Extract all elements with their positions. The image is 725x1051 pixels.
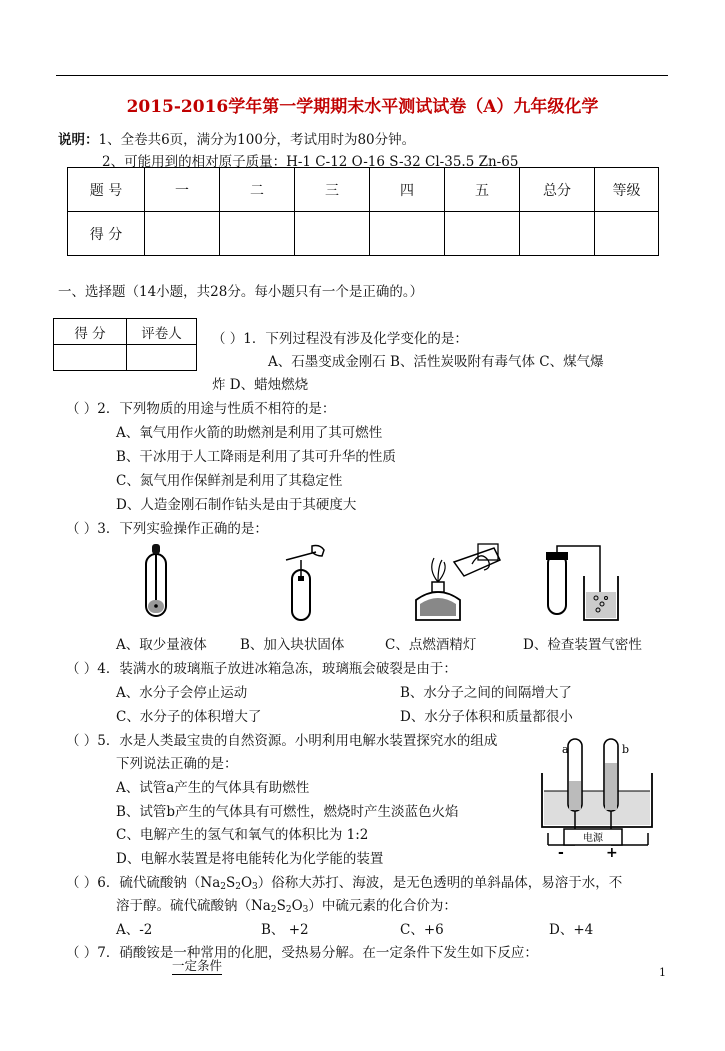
q6-sub: 2 [220,882,226,892]
q6-line2-pre: 溶于醇。硫代硫酸钠（Na [116,898,271,914]
score-table-header: 题 号 [68,168,145,212]
q7-stem: （ ）7．硝酸铵是一种常用的化肥，受热易分解。在一定条件下发生如下反应： [66,945,538,961]
q6-sub: 3 [252,882,258,892]
airtight-check-figure [540,540,622,626]
grader-blank-row [54,345,197,371]
score-cell[interactable] [445,212,520,256]
q3-stem: （ ）3．下列实验操作正确的是： [66,521,268,537]
score-table [67,167,659,256]
q5-option-d: D、电解水装置是将电能转化为化学能的装置 [116,851,384,867]
q5-stem: （ ）5．水是人类最宝贵的自然资源。小明利用电解水装置探究水的组成 [66,733,498,749]
solid-test-tube-figure [282,540,328,626]
page-number: 1 [659,966,666,979]
grader-score-label: 得 分 [54,319,127,345]
q6-sub: 2 [270,905,277,915]
q2-option-b: B、干冰用于人工降雨是利用了其可升华的性质 [116,449,396,465]
q6-option-b: B、 +2 [261,922,309,938]
score-cell[interactable] [595,212,659,256]
q5-option-a: A、试管a产生的气体具有助燃性 [116,780,310,796]
q6-line2 [116,894,457,915]
q3-option-c: C、点燃酒精灯 [385,637,477,653]
q4-option-c: C、水分子的体积增大了 [116,709,262,725]
q6-line2-post: ）中硫元素的化合价为： [308,898,457,914]
q4-stem: （ ）4．装满水的玻璃瓶子放进冰箱急冻，玻璃瓶会破裂是由于： [66,661,457,677]
grader-score-cell[interactable] [54,345,127,371]
exam-title: 2015-2016学年第一学期期末水平测试试卷（A）九年级化学 [126,97,599,117]
q7-condition: 一定条件 [172,958,223,973]
instructions-line1 [58,128,415,148]
negative-terminal-label: - [558,845,564,858]
q4-option-b: B、水分子之间的间隔增大了 [400,685,572,701]
score-table-header: 总分 [520,168,595,212]
q6-o: O [291,898,303,914]
q4-option-d: D、水分子体积和质量都很小 [400,709,573,725]
score-table-header: 二 [220,168,295,212]
q2-stem: （ ）2．下列物质的用途与性质不相符的是： [66,401,336,417]
dropper-test-tube-figure [138,540,174,624]
section1-title: 一、选择题（14小题，共28分。每小题只有一个是正确的。） [58,284,424,300]
q2-option-d: D、人造金刚石制作钻头是由于其硬度大 [116,497,357,513]
q3-option-b: B、加入块状固体 [240,637,345,653]
q2-option-c: C、氮气用作保鲜剂是利用了其稳定性 [116,473,343,489]
q6-option-d: D、+4 [549,922,594,938]
score-cell[interactable] [220,212,295,256]
power-label: 电源 [583,833,603,844]
q6-option-c: C、+6 [400,922,444,938]
q4-option-a: A、水分子会停止运动 [116,685,248,701]
q6-sub: 2 [235,882,241,892]
grader-table [53,318,197,371]
q6-s: S [276,898,286,914]
q3-option-d: D、检查装置气密性 [523,637,642,653]
score-table-header: 三 [295,168,370,212]
q6-sub: 2 [285,905,292,915]
q6-stem [66,871,622,892]
grader-name-cell[interactable] [127,345,197,371]
score-table-header: 五 [445,168,520,212]
score-cell[interactable] [370,212,445,256]
q1-stem: （ ）1．下列过程没有涉及化学变化的是： [212,331,468,347]
q5-option-b: B、试管b产生的气体具有可燃性，燃烧时产生淡蓝色火焰 [116,804,459,820]
positive-terminal-label: + [606,845,618,858]
alcohol-lamp-figure [408,540,504,624]
instructions-text1: 1、全卷共6页，满分为100分，考试用时为80分钟。 [98,132,416,148]
score-table-header-row [68,168,659,212]
q6-option-a: A、-2 [116,922,153,938]
q6-s: S [225,875,236,891]
q6-stem-mid: ）俗称大苏打、海波，是无色透明的单斜晶体，易溶于水，不 [257,875,623,891]
q5-stem2: 下列说法正确的是： [116,756,238,772]
score-cell[interactable] [295,212,370,256]
grader-header-row [54,319,197,345]
score-table-score-row [68,212,659,256]
score-cell[interactable] [145,212,220,256]
q3-option-a: A、取少量液体 [116,637,207,653]
electrolysis-figure [538,733,658,858]
score-table-header: 四 [370,168,445,212]
score-table-header: 一 [145,168,220,212]
q6-o: O [240,875,253,891]
q6-stem-pre: （ ）6．硫代硫酸钠（Na [66,875,221,891]
score-cell[interactable] [520,212,595,256]
q2-option-a: A、氧气用作火箭的助燃剂是利用了其可燃性 [116,425,383,441]
tube-a-label: a [562,743,569,756]
q1-options-line1: A、石墨变成金刚石 B、活性炭吸附有毒气体 C、煤气爆 [268,354,604,370]
instructions-label: 说明： [58,132,99,148]
q1-options-line2: 炸 D、蜡烛燃烧 [212,377,309,393]
top-rule [56,75,668,76]
grader-name-label: 评卷人 [127,319,197,345]
instructions-line2: 2、可能用到的相对原子质量：H-1 C-12 O-16 S-32 Cl-35.5 Zn-65 [102,154,519,170]
score-table-header: 等级 [595,168,659,212]
tube-b-label: b [622,743,630,756]
q5-option-c: C、电解产生的氢气和氧气的体积比为 1:2 [116,827,369,843]
score-row-label: 得 分 [68,212,145,256]
q6-sub: 3 [302,905,309,915]
